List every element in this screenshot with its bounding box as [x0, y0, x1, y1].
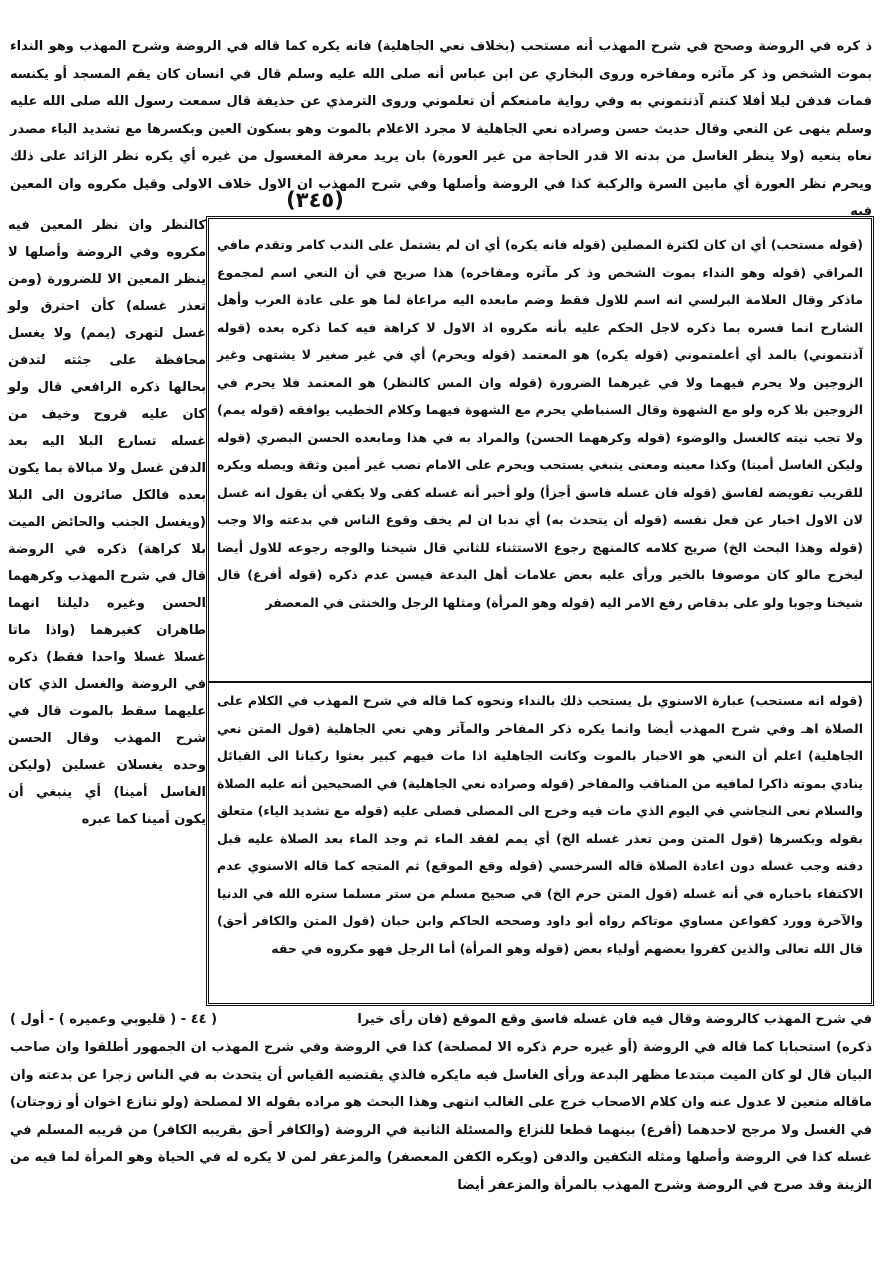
main-text-side-column: كالنظر وان نظر المعين فيه مكروه وفي الروضة وأصلها لا ينظر المعين الا للضرورة (ومن تعذر غسله) كأن احترق ولو غسل لتهرى (يمم) ولا يغسل محافظة على جثته لتدفن بحالها ذكره الرافعي قال ولو كان عليه قروح وخيف من غسله تسارع البلا اليه بعد الدفن غسل ولا مبالاة بما يكون بعده فالكل صائرون الى البلا (ويغسل الجنب والحائض الميت بلا كراهة) ذكره في الروضة قال في شرح المهذب وكرههما الحسن وغيره دليلنا انهما طاهران كغيرهما (واذا ماتا غسلا غسلا واحدا فقط) ذكره في الروضة والغسل الذي كان عليهما سقط بالموت قال في شرح المهذب وقال الحسن وحده يغسلان غسلين (وليكن الغاسل أمينا) أي ينبغي أن يكون أمينا كما عبره: [8, 218, 206, 827]
main-text-continuation: في شرح المهذب كالروضة وقال فيه فان غسله فاسق وقع الموقع (فان رأى خيرا: [357, 1012, 872, 1027]
main-text-bottom: ذكره) استحبابا كما قاله في الروضة (أو غيره حرم ذكره الا لمصلحة) كذا في الروضة وفي شرح المهذب ان الجمهور أطلقوا وان صاحب البيان قال لو كان الميت مبتدعا مظهر البدعة ورأى الغاسل فيه مايكره فالذي يقتضيه القياس أن يتحدث به في الناس زجرا عن بدعته وان ماقاله متعين لا عدول عنه وان كلام الاصحاب خرج على الغالب انتهى وهذا البحث هو مراده بقوله الا لمصلحة (ولو تنازع اخوان أو زوجتان) في الغسل ولا مرجح لاحدهما (أقرع) بينهما قطعا للنزاع والمسئلة الثانية في الروضة (والكافر أحق بقريبه الكافر) من قريبه المسلم في غسله كذا في الروضة وأصلها ومثله التكفين والدفن (ويكره الكفن المعصفر) والمزعفر لمن لا يكره له في الحياة وهو المرأة لما فيه من الزينة وقد صرح في الروضة وشرح المهذب بالمرأة والمزعفر أيضا: [10, 1040, 872, 1193]
main-text-top: ذ كره في الروضة وصحح في شرح المهذب أنه مستحب (بخلاف نعي الجاهلية) فانه يكره كما قاله في الروضة وشرح المهذب وهو النداء بموت الشخص وذ كر مآثره ومفاخره وروى البخاري عن ابن عباس أنه صلى الله عليه وسلم قال في انسان كان يقم المسجد أو يكنسه فمات فدفن ليلا أفلا كنتم آذنتموني به وفي رواية مامنعكم أن تعلموني وروى الترمذي عن حذيفة قال سمعت رسول الله صلى الله عليه وسلم ينهى عن النعي وقال حديث حسن وصراده نعي الجاهلية لا مجرد الاعلام بالموت وهو بسكون العين وبكسرها مع تشديد الياء مصدر نعاه ينعيه (ولا ينظر الغاسل من بدنه الا قدر الحاجة من غير العورة) بان يريد معرفة المغسول من غيره أي يكره نظر الزائد على ذلك ويحرم نظر العورة أي مابين السرة والركبة كذا في الروضة وأصلها وفي شرح المهذب ان الاول خلاف الاولى وقيل مكروه وان المعين فيه: [10, 39, 872, 219]
commentary-qalyubi: (قوله مستحب) أي ان كان لكثرة المصلين (قوله فانه يكره) أي ان لم يشتمل على الندب كامر وتقدم مافي المراقي (قوله وهو النداء بموت الشخص وذ كر مآثره ومفاخره) هذا صريح في أن النعي اسم لمجموع ماذكر وقال العلامة البرلسي انه اسم للاول فقط وضم مابعده اليه مراعاة لما هو على عادة العرب وأهل الشارح انما فسره بما ذكره لاجل الحكم عليه بأنه مكروه اذ الاول لا كراهة فيه كما ذكره بعده (قوله آذنتموني) بالمد أي أعلمتموني (قوله يكره) هو المعتمد (قوله ويحرم) أي في غير صغير لا يشتهى وغير الزوجين ولا يحرم فيهما ولا في غيرهما الضرورة (قوله وان المس كالنظر) هو المعتمد فلا يحرم في الزوجين بلا كره ولو مع الشهوة وقال السنباطي يحرم مع الشهوة فيهما وكلام الخطيب يوافقه (قوله يمم) ولا تجب نيته كالغسل والوضوء (قوله وكرههما الحسن) والمراد به في هذا ومابعده الحسن البصري (قوله وليكن الغاسل أمينا) وكذا معينه ومعنى ينبغي يستحب ويحرم على الامام نصب غير أمين وثقة ويصله ويكره للقريب تفويضه لفاسق (قوله فان غسله فاسق أجزأ) ولو أخبر أنه غسله كفى ولا يكفي أن يقول انه غسل لان الاول اخبار عن فعل نفسه (قوله أن يتحدث به) أي ندبا ان لم يخف وقوع الناس في بدعته والا وجب (قوله وهذا البحث الخ) صريح كلامه كالمنهج رجوع الاستثناء للثاني قال شيخنا والوجه رجوعه للاول أيضا ليخرج مالو كان موصوفا بالخير ورأى عليه بعض علامات أهل البدعة فيسن عدم ذكره (قوله أفرع) قال شيخنا وجوبا ولو على بدقاص رفع الامر اليه (قوله وهو المرأة) ومثلها الرجل والخنثى في المعصفر: [217, 237, 863, 610]
commentary-umayra: (قوله انه مستحب) عبارة الاسنوي بل يستحب ذلك بالنداء ونحوه كما قاله في شرح المهذب في الكلام على الصلاة اهـ وفي شرح المهذب أيضا وانما يكره ذكر المفاخر والمآثر وهي نعي الجاهلية (قول المتن نعي الجاهلية) اعلم أن النعي هو الاخبار بالموت وكانت الجاهلية اذا مات فيهم كبير بعثوا ركبانا الى القبائل ينادي بموته ذاكرا لمافيه من المناقب والمفاخر (قوله وصراده نعي الجاهلية) في الصحيحين أنه عليه الصلاة والسلام نعى النجاشي في اليوم الذي مات فيه وخرج الى المصلى فصلى عليه (قوله مع تشديد الياء) متعلق بقوله وبكسرها (قول المتن ومن تعذر غسله الخ) أي يمم لفقد الماء ثم وجد الماء بعد الصلاة عليه قبل دفنه وجب غسله دون اعادة الصلاة قاله السرخسي (قوله وقع الموقع) ثم المتجه كما قاله الاسنوي عدم الاكتفاء باخباره في أنه غسله (قول المتن حرم الخ) في صحيح مسلم من ستر مسلما ستره الله في الدنيا والآخرة وورد كفواعن مساوي موتاكم رواه أبو داود وصححه الحاكم وابن حبان (قول المتن والكافر أحق) قال الله تعالى والذين كفروا بعضهم أولياء بعض (قوله وهو المرأة) أما الرجل فهو مكروه في حقه: [217, 693, 863, 956]
signature-line: [10, 1006, 872, 1034]
page-number: (٣٤٥): [286, 188, 344, 212]
commentary-box: [206, 216, 874, 1006]
commentary-divider: [209, 681, 871, 683]
volume-signature: ( ٤٤ - ( قليوبي وعميره ) - أول ): [10, 1012, 218, 1027]
